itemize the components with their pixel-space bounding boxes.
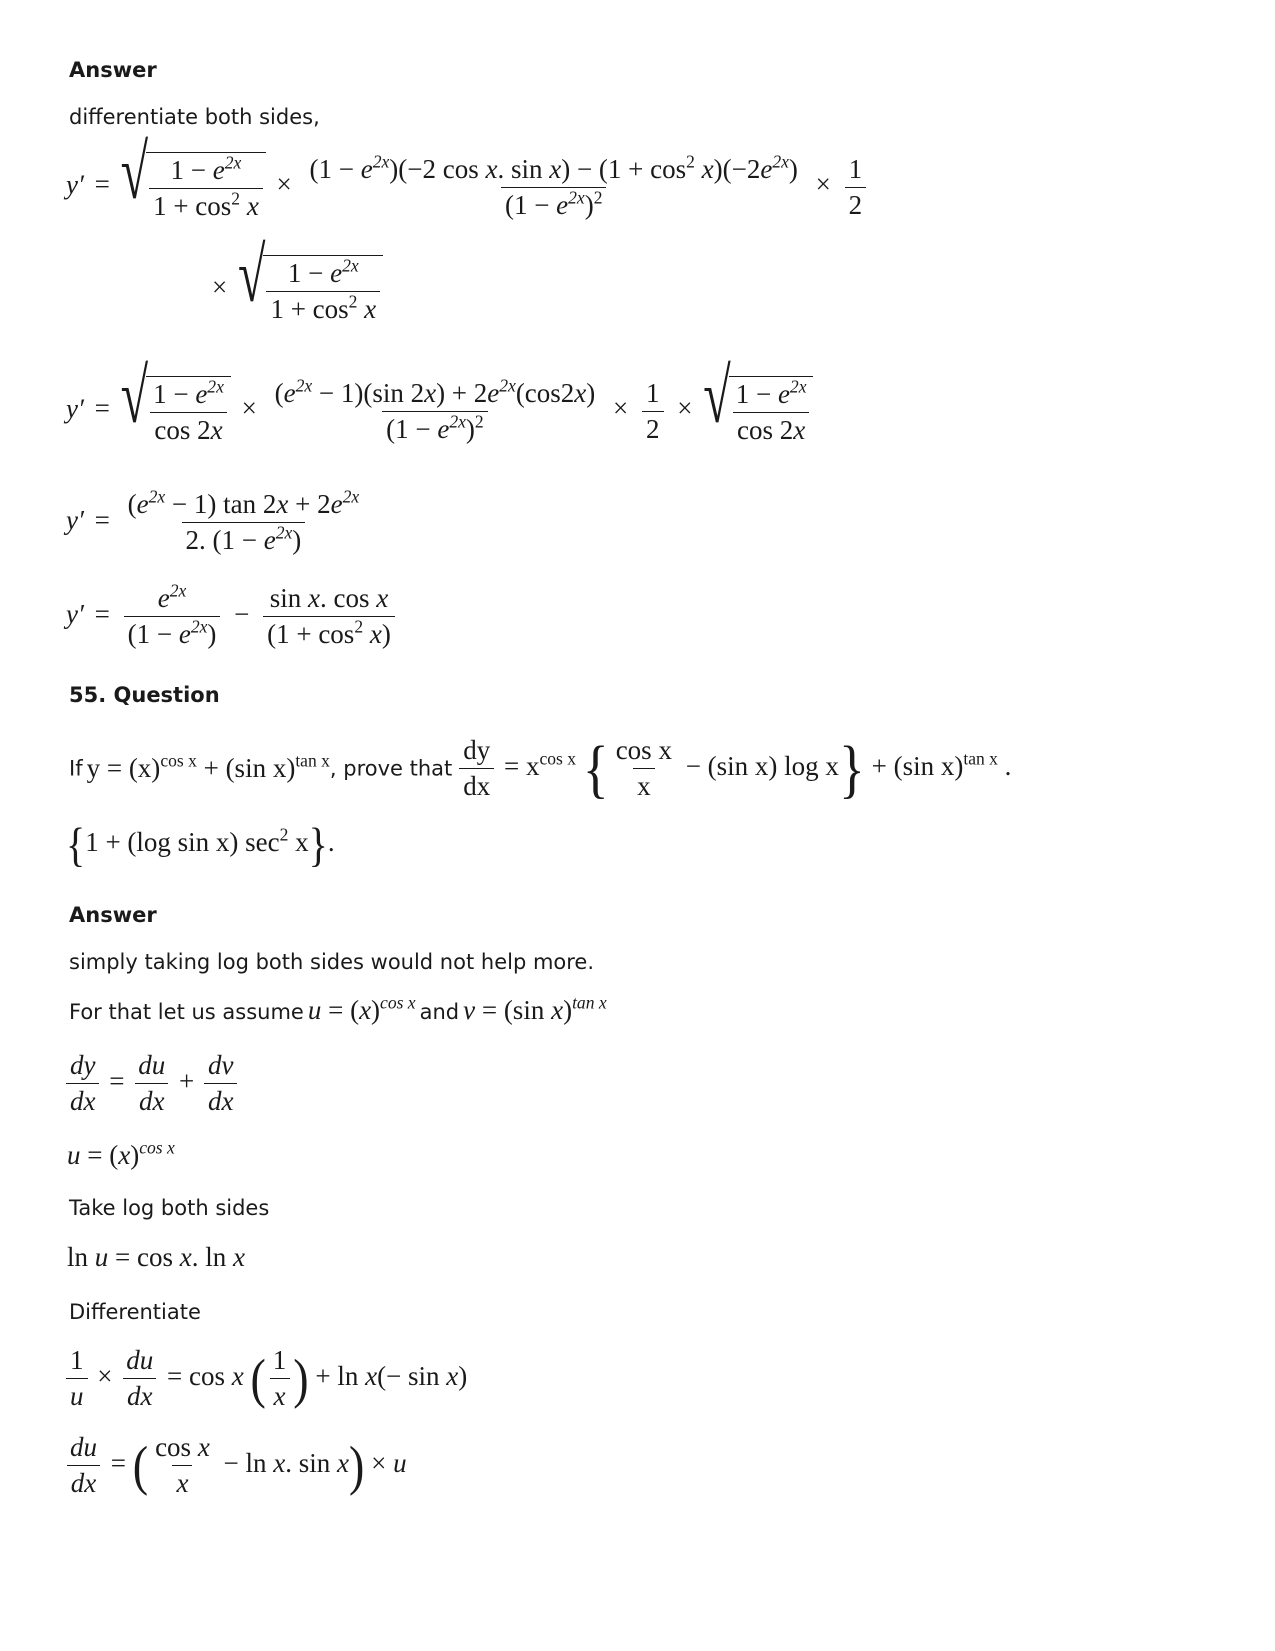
question-55-statement-line-2: {1 + (log sin x) $\sec^2 x$}. — [66, 817, 335, 872]
sum-derivative-equation: $\frac{dy}{dx}$ = $\frac{du}{dx}$ + $\frac{dv}{dx}$ — [63, 1050, 240, 1117]
answer-heading: Answer — [69, 58, 157, 82]
simply-taking-log-text: simply taking log both sides would not help more. — [69, 950, 595, 974]
if-text: If — [69, 756, 83, 781]
and-text: and — [419, 1000, 460, 1024]
question-55-statement: If $y = (x)^{cos x} + (\sin$ x)$^{tan x}$, prove that $\frac{dy}{dx}$ = $x^{cos x}$ { $\frac{\text{cos x}}{x}$ − (sin x) log x} + (sin x)$^{tan x}$ . — [69, 732, 1012, 805]
question-55-heading: 55. Question — [69, 683, 220, 707]
du-dx-equation: $\frac{du}{dx}$ = ( $\frac{\text{cos x}}{x}$ − ln x. sin x) × u — [63, 1432, 407, 1499]
equation-1-line-1: y′ = √ $\frac{1 - e^{2x}}{1 + \cos^2 x}$ × $\frac{(1 - e^{2x})(-2 \cos x. \sin x) - (1 + \cos^2 x)(-2e^{2x})}{(1 - e^{2x})^2}$ × $\frac{1}{2}$ — [66, 152, 869, 222]
u-definition: $u = (x)^{cos x}$ — [67, 1137, 175, 1170]
assume-line: For that let us assume $u = (x)^{cos x}$ and v = (sin x)$^{tan x}$ — [69, 992, 607, 1025]
log-equation: ln u = cos x. ln x — [67, 1242, 245, 1272]
take-log-text: Take log both sides — [69, 1196, 270, 1220]
equation-1-line-2: × √ $\frac{1 - e^{2x}}{1 + \cos^2 x}$ — [208, 255, 383, 325]
differentiate-both-sides-text: differentiate both sides, — [69, 105, 320, 129]
equation-4: y′ = $\frac{e^{2x}}{(1 - e^{2x})}$ − $\frac{\text{sin x. cos x}}{(1 + \cos^2 x)}$ — [66, 583, 398, 650]
answer-2-heading: Answer — [69, 903, 157, 927]
equation-3: y′ = $\frac{(e^{2x} - 1) \tan 2x + 2e^{2x}}{2. (1 - e^{2x})}$ — [66, 486, 360, 556]
differentiated-equation: $\frac{1}{u}$ × $\frac{du}{dx}$ = cos x ( $\frac{1}{x}$ ) + ln x(− sin x) — [63, 1345, 467, 1412]
differentiate-text: Differentiate — [69, 1300, 201, 1324]
equation-2: y′ = √ $\frac{1 - e^{2x}}{\cos 2x}$ × $\frac{(e^{2x} - 1)(\sin 2x) + 2e^{2x}(\cos 2x)}{(1 - e^{2x})^2}$ × $\frac{1}{2}$ × √ $\frac{1 - e^{2x}}{\cos 2x}$ — [66, 376, 813, 446]
assume-prefix-text: For that let us assume — [69, 1000, 304, 1024]
prove-that-text: , prove that — [329, 756, 453, 781]
